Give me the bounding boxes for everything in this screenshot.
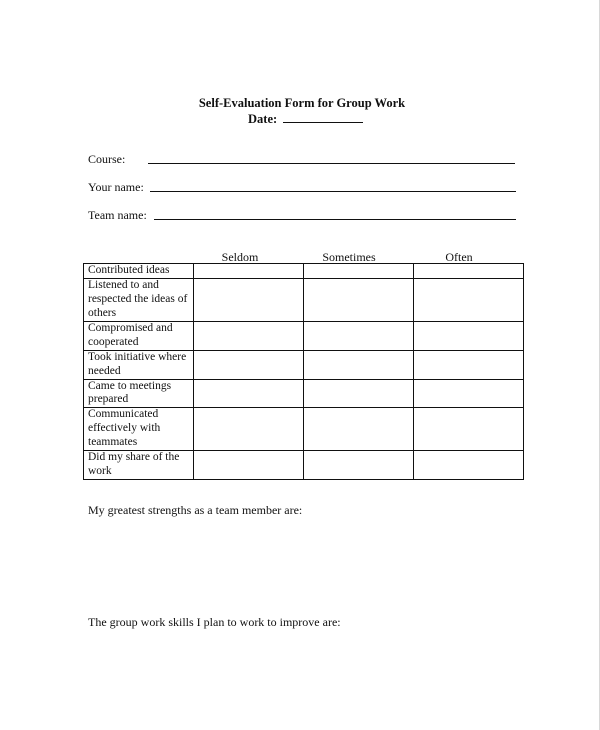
sometimes-cell[interactable] [304,278,414,321]
date-blank-line[interactable] [283,111,363,123]
often-cell[interactable] [414,408,524,451]
table-row [84,278,524,321]
sometimes-cell[interactable] [304,264,414,279]
sometimes-cell[interactable] [304,321,414,350]
course-label: Course: [88,152,126,166]
behavior-label: Communicated effectively with teammates [84,408,194,451]
seldom-cell[interactable] [194,321,304,350]
sometimes-cell[interactable] [304,379,414,408]
team-name-label: Team name: [88,208,147,222]
table-row [84,451,524,480]
often-cell[interactable] [414,451,524,480]
sometimes-cell[interactable] [304,451,414,480]
sometimes-cell[interactable] [304,408,414,451]
seldom-cell[interactable] [194,264,304,279]
table-row [84,321,524,350]
sometimes-cell[interactable] [304,350,414,379]
often-cell[interactable] [414,379,524,408]
behavior-label: Contributed ideas [84,264,194,279]
table-row [84,264,524,279]
form-title: Self-Evaluation Form for Group Work [198,96,406,110]
strengths-prompt: My greatest strengths as a team member are: [88,503,303,517]
often-cell[interactable] [414,350,524,379]
behavior-label: Compromised and cooperated [84,321,194,350]
self-evaluation-table [83,263,524,480]
your-name-blank-line[interactable] [150,191,516,192]
course-blank-line[interactable] [148,163,515,164]
behavior-label: Took initiative where needed [84,350,194,379]
seldom-cell[interactable] [194,350,304,379]
often-cell[interactable] [414,278,524,321]
column-header-often: Often [445,250,473,264]
date-label: Date: [248,112,278,126]
often-cell[interactable] [414,321,524,350]
behavior-label: Listened to and respected the ideas of others [84,278,194,321]
seldom-cell[interactable] [194,379,304,408]
often-cell[interactable] [414,264,524,279]
behavior-label: Did my share of the work [84,451,194,480]
team-name-blank-line[interactable] [154,219,516,220]
improve-prompt: The group work skills I plan to work to improve are: [88,615,341,629]
seldom-cell[interactable] [194,278,304,321]
column-header-sometimes: Sometimes [322,250,376,264]
behavior-label: Came to meetings prepared [84,379,194,408]
seldom-cell[interactable] [194,408,304,451]
table-row [84,408,524,451]
table-row [84,379,524,408]
date-field [248,111,363,127]
column-header-seldom: Seldom [221,250,259,264]
your-name-label: Your name: [88,180,144,194]
seldom-cell[interactable] [194,451,304,480]
table-row [84,350,524,379]
